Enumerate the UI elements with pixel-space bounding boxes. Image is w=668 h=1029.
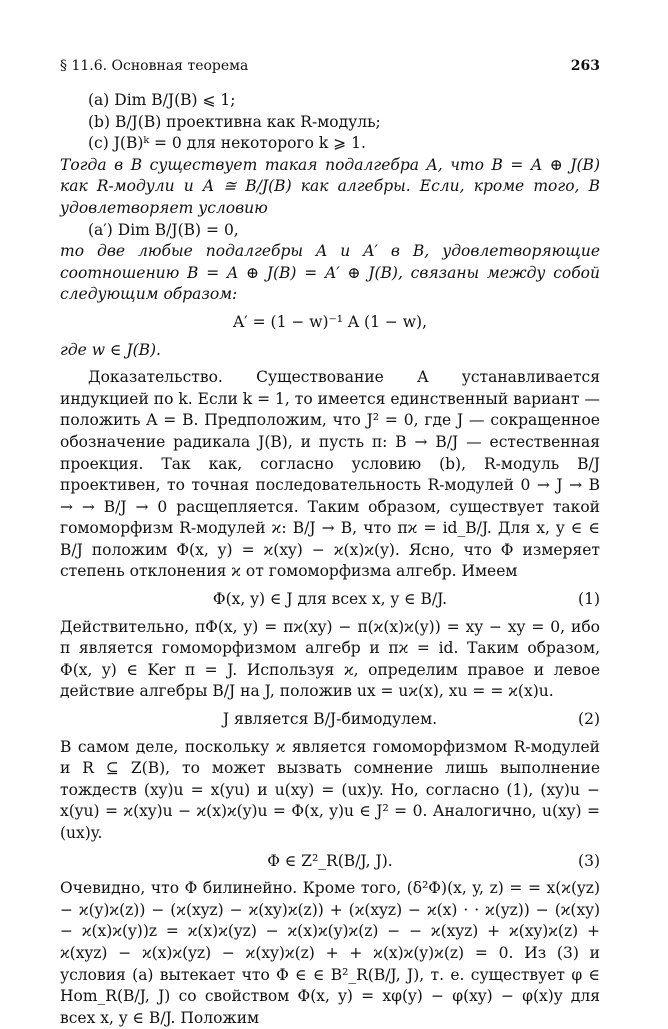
equation-2-number: (2) [578,710,600,729]
theorem-body: Тогда в B существует такая подалгебра A, что B = A ⊕ J(B) как R-модули и A ≅ B/J(B) как алгебры. Если, кроме того, B удовлетворяет условию [60,155,600,217]
proof-paragraph-3: В самом деле, поскольку ϰ является гомоморфизмом R-модулей и R ⊆ Z(B), то может вызвать сомнение лишь выполнение тождеств (xy)u = x(yu) и u(xy) = (ux)y. Но, согласно (1), (xy)u − x(yu) = ϰ(xy)u − ϰ(x)ϰ(y)u = Φ(x, y)u ∈ J² = 0. Аналогично, u(xy) = (ux)y. [60,737,600,842]
condition-a: (a) Dim B/J(B) ⩽ 1; [88,91,236,109]
proof-paragraph-1: Доказательство. Существование A устанавливается индукцией по k. Если k = 1, то имеется единственный вариант — положить A = B. Предположим, что J² = 0, где J — сокращенное обозначение радикала J(B), и пусть π: B → B/J — естественная проекция. Так как, согласно условию (b), R-модуль B/J проективен, то точная последовательность R-модулей 0 → J → B → → B/J → 0 расщепляется. Таким образом, существует такой гомоморфизм R-модулей ϰ: B/J → B, что πϰ = id_B/J. Для x, y ∈ ∈ B/J положим Φ(x, y) = ϰ(xy) − ϰ(x)ϰ(y). Ясно, что Φ измеряет степень отклонения ϰ от гомоморфизма алгебр. Имеем [60,368,600,581]
equation-3-number: (3) [578,851,600,870]
page [60,58,600,1029]
page-number: 263 [570,58,600,74]
condition-c: (c) J(B)ᵏ = 0 для некоторого k ⩾ 1. [88,134,366,153]
running-header [60,58,600,74]
equation-2 [60,709,600,731]
equation-1-number: (1) [578,590,600,609]
equation-1-text: Φ(x, y) ∈ J для всех x, y ∈ B/J. [212,590,448,609]
theorem-continuation: то две любые подалгебры A и A′ в B, удовлетворяющие соотношению B = A ⊕ J(B) = A′ ⊕ J(B), связаны между собой следующим образом: [60,242,600,304]
formula-conjugation [60,312,600,334]
equation-3-text: Φ ∈ Z²_R(B/J, J). [267,851,393,870]
formula-conjugation-text: A′ = (1 − w)⁻¹ A (1 − w), [232,312,428,331]
equation-3 [60,851,600,873]
proof-paragraph-4: Очевидно, что Φ билинейно. Кроме того, (δ²Φ)(x, y, z) = = x(ϰ(yz) − ϰ(y)ϰ(z)) − (ϰ(xyz) − ϰ(xy)ϰ(z)) + (ϰ(xyz) − ϰ(x) · · ϰ(yz)) − (ϰ(xy) − ϰ(x)ϰ(y))z = ϰ(x)ϰ(yz) − ϰ(x)ϰ(y)ϰ(z) − − ϰ(xyz) + ϰ(xy)ϰ(z) + ϰ(xyz) − ϰ(x)ϰ(yz) − ϰ(xy)ϰ(z) + + ϰ(x)ϰ(y)ϰ(z) = 0. Из (3) и условия (a) вытекает что Φ ∈ ∈ B²_R(B/J, J), т. е. существует φ ∈ Hom_R(B/J, J) со свойством Φ(x, y) = xφ(y) − φ(xy) − φ(x)y для всех x, y ∈ B/J. Положим [60,879,600,1027]
equation-1 [60,589,600,611]
section-title: § 11.6. Основная теорема [60,58,249,74]
proof-paragraph-2: Действительно, πΦ(x, y) = πϰ(xy) − π(ϰ(x)ϰ(y)) = xy − xy = 0, ибо π является гомоморфизмом алгебр и πϰ = id. Таким образом, Φ(x, y) ∈ Ker π = J. Используя ϰ, определим правое и левое действие алгебры B/J на J, положив ux = uϰ(x), xu = = ϰ(x)u. [60,617,600,701]
equation-2-text: J является B/J-бимодулем. [222,710,438,729]
condition-a-prime: (a′) Dim B/J(B) = 0, [88,220,239,239]
where-w: где w ∈ J(B). [60,340,161,359]
condition-b: (b) B/J(B) проективна как R-модуль; [88,112,381,131]
